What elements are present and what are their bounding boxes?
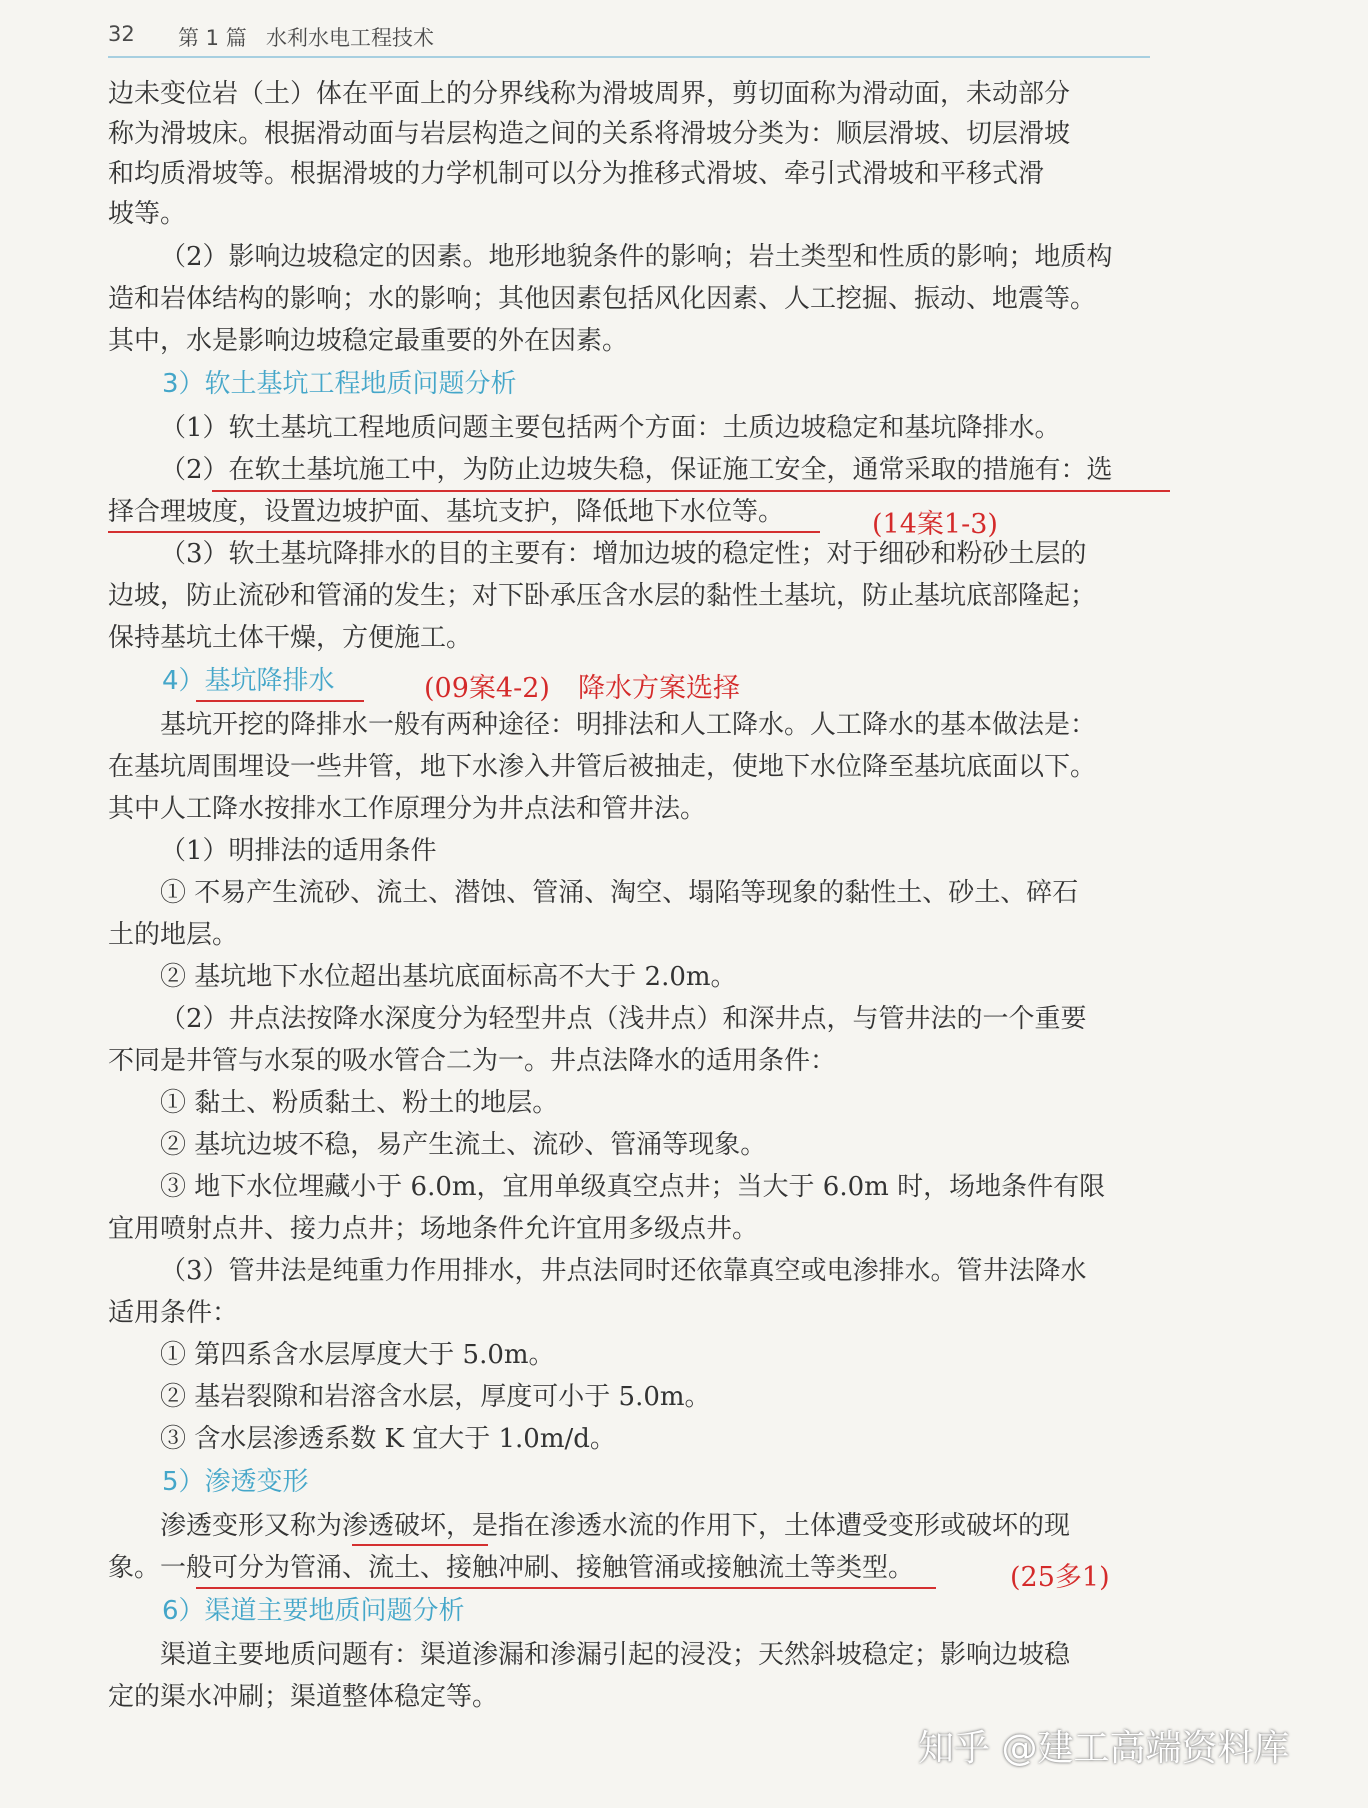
text-line: 渠道主要地质问题有：渠道渗漏和渗漏引起的浸没；天然斜坡稳定；影响边坡稳 — [160, 1640, 1071, 1670]
text-line: 象。一般可分为管涌、流土、接触冲刷、接触管涌或接触流土等类型。 — [108, 1553, 915, 1583]
underline-mark — [196, 700, 364, 702]
text-line: 定的渠水冲刷；渠道整体稳定等。 — [108, 1682, 499, 1712]
watermark: 知乎 @建工高端资料库 — [918, 1728, 1290, 1769]
text-line: 其中，水是影响边坡稳定最重要的外在因素。 — [108, 326, 629, 356]
text-line: ③ 含水层渗透系数 K 宜大于 1.0m/d。 — [160, 1424, 616, 1454]
text-line: ① 不易产生流砂、流土、潜蚀、管涌、淘空、塌陷等现象的黏性土、砂土、碎石 — [160, 878, 1079, 908]
section-heading-3: 3）软土基坑工程地质问题分析 — [162, 369, 517, 399]
text-line: 造和岩体结构的影响；水的影响；其他因素包括风化因素、人工挖掘、振动、地震等。 — [108, 284, 1097, 314]
text-line: 择合理坡度，设置边坡护面、基坑支护，降低地下水位等。 — [108, 497, 785, 527]
text-line: 和均质滑坡等。根据滑坡的力学机制可以分为推移式滑坡、牵引式滑坡和平移式滑 — [108, 159, 1045, 189]
text-line: 保持基坑土体干燥，方便施工。 — [108, 623, 473, 653]
annotation-14-1-3: (14案1-3) — [872, 509, 998, 540]
text-line: 称为滑坡床。根据滑动面与岩层构造之间的关系将滑坡分类为：顺层滑坡、切层滑坡 — [108, 119, 1071, 149]
text-line: ③ 地下水位埋藏小于 6.0m，宜用单级真空点井；当大于 6.0m 时，场地条件有限 — [160, 1172, 1106, 1202]
underline-mark — [352, 1544, 488, 1546]
text-line: （2）影响边坡稳定的因素。地形地貌条件的影响；岩土类型和性质的影响；地质构 — [160, 242, 1113, 272]
text-line: ② 基岩裂隙和岩溶含水层，厚度可小于 5.0m。 — [160, 1382, 711, 1412]
book-title: 水利水电工程技术 — [266, 26, 434, 50]
text-line: 边未变位岩（土）体在平面上的分界线称为滑坡周界，剪切面称为滑动面，未动部分 — [108, 79, 1071, 109]
annotation-dewatering-plan: 降水方案选择 — [578, 673, 740, 704]
underline-mark — [212, 490, 1170, 492]
section-heading-4: 4）基坑降排水 — [162, 666, 335, 696]
text-line: 边坡，防止流砂和管涌的发生；对下卧承压含水层的黏性土基坑，防止基坑底部隆起； — [108, 581, 1097, 611]
text-line: 渗透变形又称为渗透破坏，是指在渗透水流的作用下，土体遭受变形或破坏的现 — [160, 1511, 1071, 1541]
page-number: 32 — [108, 22, 135, 46]
underline-mark — [108, 531, 820, 533]
text-line: （2）在软土基坑施工中，为防止边坡失稳，保证施工安全，通常采取的措施有：选 — [160, 455, 1113, 485]
text-line: （1）软土基坑工程地质问题主要包括两个方面：土质边坡稳定和基坑降排水。 — [160, 413, 1061, 443]
text-line: 基坑开挖的降排水一般有两种途径：明排法和人工降水。人工降水的基本做法是： — [160, 710, 1097, 740]
text-line: ② 基坑地下水位超出基坑底面标高不大于 2.0m。 — [160, 962, 737, 992]
text-line: 不同是井管与水泵的吸水管合二为一。井点法降水的适用条件： — [108, 1046, 837, 1076]
text-line: （3）软土基坑降排水的目的主要有：增加边坡的稳定性；对于细砂和粉砂土层的 — [160, 539, 1087, 569]
text-line: 其中人工降水按排水工作原理分为井点法和管井法。 — [108, 794, 707, 824]
text-line: 在基坑周围埋设一些井管，地下水渗入井管后被抽走，使地下水位降至基坑底面以下。 — [108, 752, 1097, 782]
section-heading-5: 5）渗透变形 — [162, 1467, 309, 1497]
part-label: 第 1 篇 — [178, 26, 247, 50]
text-line: ① 第四系含水层厚度大于 5.0m。 — [160, 1340, 555, 1370]
text-line: （2）井点法按降水深度分为轻型井点（浅井点）和深井点，与管井法的一个重要 — [160, 1004, 1087, 1034]
text-line: 坡等。 — [108, 199, 187, 229]
underline-mark — [196, 1587, 936, 1589]
annotation-25-1: (25多1) — [1010, 1562, 1110, 1593]
text-line: 适用条件： — [108, 1298, 239, 1328]
text-line: （3）管井法是纯重力作用排水，井点法同时还依靠真空或电渗排水。管井法降水 — [160, 1256, 1087, 1286]
page-header — [108, 16, 1150, 58]
text-line: ① 黏土、粉质黏土、粉土的地层。 — [160, 1088, 559, 1118]
text-line: （1）明排法的适用条件 — [160, 836, 437, 866]
section-heading-6: 6）渠道主要地质问题分析 — [162, 1596, 465, 1626]
annotation-09-4-2: (09案4-2) — [424, 673, 550, 704]
text-line: 土的地层。 — [108, 920, 239, 950]
text-line: 宜用喷射点井、接力点井；场地条件允许宜用多级点井。 — [108, 1214, 759, 1244]
text-line: ② 基坑边坡不稳，易产生流土、流砂、管涌等现象。 — [160, 1130, 767, 1160]
